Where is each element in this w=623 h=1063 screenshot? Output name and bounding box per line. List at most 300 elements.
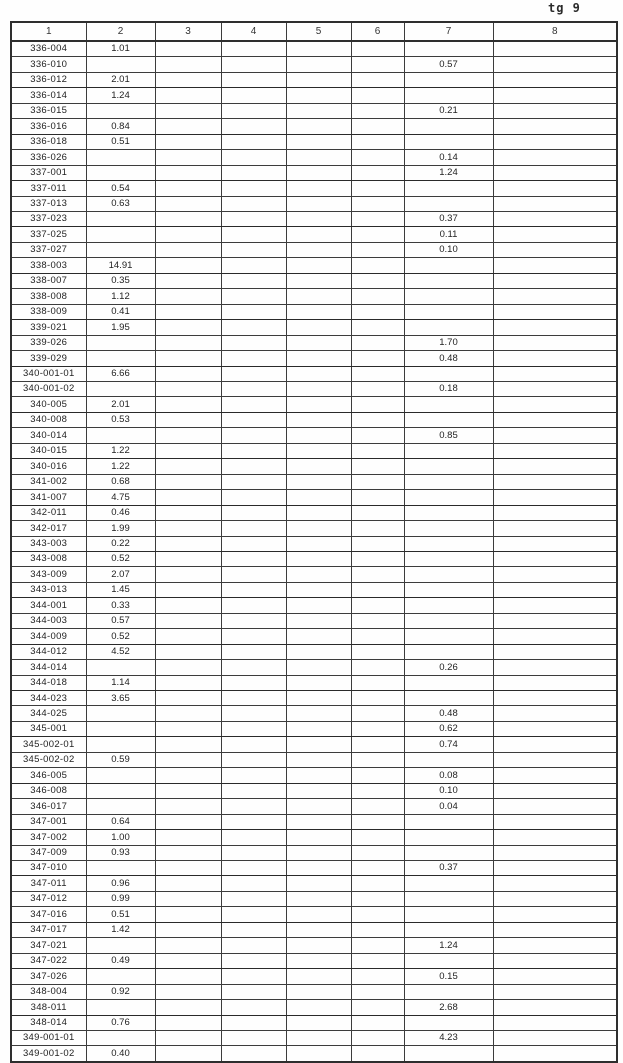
- cell-col7: 0.37: [404, 861, 493, 876]
- cell-empty: [221, 304, 286, 319]
- cell-empty: [493, 706, 617, 721]
- cell-col2: [86, 783, 155, 798]
- cell-empty: [286, 706, 351, 721]
- cell-empty: [493, 629, 617, 644]
- cell-id: 338-009: [11, 304, 86, 319]
- cell-empty: [351, 459, 404, 474]
- cell-empty: [155, 211, 221, 226]
- cell-empty: [351, 211, 404, 226]
- cell-col2: 0.53: [86, 412, 155, 427]
- table-row: [11, 381, 617, 396]
- cell-empty: [155, 428, 221, 443]
- cell-col2: 0.49: [86, 953, 155, 968]
- table-row: [11, 953, 617, 968]
- cell-col7: [404, 613, 493, 628]
- cell-empty: [221, 119, 286, 134]
- cell-col7: [404, 675, 493, 690]
- cell-empty: [351, 768, 404, 783]
- cell-empty: [351, 381, 404, 396]
- cell-empty: [221, 938, 286, 953]
- cell-empty: [493, 289, 617, 304]
- cell-empty: [286, 1015, 351, 1030]
- cell-col2: [86, 351, 155, 366]
- cell-col2: 1.24: [86, 88, 155, 103]
- cell-empty: [221, 227, 286, 242]
- cell-empty: [155, 273, 221, 288]
- cell-empty: [221, 412, 286, 427]
- cell-empty: [351, 150, 404, 165]
- cell-col7: [404, 567, 493, 582]
- cell-empty: [221, 335, 286, 350]
- cell-empty: [221, 861, 286, 876]
- cell-empty: [286, 799, 351, 814]
- table-row: [11, 922, 617, 937]
- cell-col7: 0.21: [404, 103, 493, 118]
- cell-col2: [86, 706, 155, 721]
- cell-empty: [155, 381, 221, 396]
- cell-col2: 0.46: [86, 505, 155, 520]
- cell-empty: [155, 119, 221, 134]
- cell-col7: [404, 521, 493, 536]
- table-row: [11, 474, 617, 489]
- cell-empty: [493, 536, 617, 551]
- cell-empty: [286, 891, 351, 906]
- cell-col2: 0.63: [86, 196, 155, 211]
- cell-id: 344-025: [11, 706, 86, 721]
- table-row: [11, 861, 617, 876]
- cell-empty: [221, 907, 286, 922]
- cell-empty: [221, 1015, 286, 1030]
- cell-empty: [286, 72, 351, 87]
- table-row: [11, 582, 617, 597]
- cell-empty: [286, 660, 351, 675]
- cell-id: 342-011: [11, 505, 86, 520]
- cell-empty: [351, 304, 404, 319]
- cell-id: 346-008: [11, 783, 86, 798]
- cell-empty: [221, 783, 286, 798]
- cell-empty: [155, 366, 221, 381]
- cell-id: 347-011: [11, 876, 86, 891]
- cell-empty: [493, 490, 617, 505]
- table-row: [11, 1046, 617, 1062]
- cell-col2: [86, 57, 155, 72]
- cell-empty: [351, 644, 404, 659]
- cell-col2: 1.95: [86, 320, 155, 335]
- table-row: [11, 119, 617, 134]
- cell-empty: [221, 891, 286, 906]
- cell-empty: [155, 922, 221, 937]
- cell-empty: [493, 845, 617, 860]
- cell-col2: 1.12: [86, 289, 155, 304]
- cell-empty: [351, 845, 404, 860]
- cell-empty: [286, 397, 351, 412]
- cell-empty: [286, 412, 351, 427]
- cell-empty: [286, 304, 351, 319]
- cell-empty: [221, 490, 286, 505]
- cell-empty: [351, 876, 404, 891]
- cell-empty: [286, 969, 351, 984]
- cell-empty: [221, 505, 286, 520]
- cell-empty: [286, 876, 351, 891]
- cell-empty: [221, 644, 286, 659]
- table-row: [11, 57, 617, 72]
- cell-empty: [286, 474, 351, 489]
- cell-empty: [351, 258, 404, 273]
- cell-empty: [155, 768, 221, 783]
- cell-empty: [155, 783, 221, 798]
- cell-col7: [404, 505, 493, 520]
- cell-id: 340-014: [11, 428, 86, 443]
- cell-empty: [351, 721, 404, 736]
- cell-empty: [286, 273, 351, 288]
- cell-empty: [351, 1000, 404, 1015]
- cell-col2: 0.84: [86, 119, 155, 134]
- cell-empty: [493, 551, 617, 566]
- cell-empty: [351, 629, 404, 644]
- cell-empty: [221, 150, 286, 165]
- cell-empty: [286, 1000, 351, 1015]
- cell-empty: [155, 134, 221, 149]
- cell-empty: [493, 397, 617, 412]
- cell-empty: [351, 428, 404, 443]
- cell-col2: 14.91: [86, 258, 155, 273]
- table-row: [11, 1015, 617, 1030]
- cell-col2: 0.54: [86, 181, 155, 196]
- cell-col7: [404, 876, 493, 891]
- table-row: [11, 691, 617, 706]
- cell-col2: [86, 721, 155, 736]
- cell-empty: [155, 644, 221, 659]
- cell-col7: 2.68: [404, 1000, 493, 1015]
- cell-col7: [404, 459, 493, 474]
- cell-empty: [493, 304, 617, 319]
- cell-id: 341-007: [11, 490, 86, 505]
- table-row: [11, 938, 617, 953]
- table-row: [11, 521, 617, 536]
- cell-empty: [221, 706, 286, 721]
- cell-col2: [86, 211, 155, 226]
- cell-empty: [155, 521, 221, 536]
- cell-empty: [351, 551, 404, 566]
- table-row: [11, 629, 617, 644]
- cell-empty: [351, 799, 404, 814]
- cell-empty: [221, 196, 286, 211]
- cell-empty: [493, 1031, 617, 1046]
- cell-id: 340-001-01: [11, 366, 86, 381]
- cell-col2: 0.41: [86, 304, 155, 319]
- cell-empty: [351, 613, 404, 628]
- cell-empty: [351, 227, 404, 242]
- cell-empty: [155, 691, 221, 706]
- cell-empty: [155, 706, 221, 721]
- cell-col7: [404, 134, 493, 149]
- cell-empty: [351, 366, 404, 381]
- cell-empty: [155, 567, 221, 582]
- cell-empty: [351, 242, 404, 257]
- cell-col2: 2.07: [86, 567, 155, 582]
- cell-empty: [221, 242, 286, 257]
- table-row: [11, 273, 617, 288]
- cell-id: 342-017: [11, 521, 86, 536]
- cell-empty: [155, 582, 221, 597]
- cell-col2: 0.96: [86, 876, 155, 891]
- table-row: [11, 134, 617, 149]
- cell-col7: 0.48: [404, 351, 493, 366]
- cell-empty: [221, 320, 286, 335]
- cell-empty: [221, 397, 286, 412]
- cell-col2: [86, 768, 155, 783]
- cell-empty: [286, 675, 351, 690]
- cell-empty: [221, 691, 286, 706]
- cell-col2: 1.14: [86, 675, 155, 690]
- cell-empty: [221, 289, 286, 304]
- cell-empty: [155, 474, 221, 489]
- table-row: [11, 242, 617, 257]
- cell-empty: [351, 907, 404, 922]
- cell-empty: [351, 660, 404, 675]
- cell-col7: 0.18: [404, 381, 493, 396]
- table-row: [11, 490, 617, 505]
- cell-id: 337-013: [11, 196, 86, 211]
- cell-empty: [221, 1046, 286, 1062]
- cell-id: 338-003: [11, 258, 86, 273]
- cell-empty: [286, 196, 351, 211]
- table-row: [11, 799, 617, 814]
- cell-empty: [493, 227, 617, 242]
- cell-empty: [493, 783, 617, 798]
- table-row: [11, 536, 617, 551]
- cell-id: 340-016: [11, 459, 86, 474]
- cell-col2: [86, 938, 155, 953]
- cell-empty: [493, 891, 617, 906]
- cell-empty: [286, 1046, 351, 1062]
- cell-empty: [351, 273, 404, 288]
- cell-empty: [221, 582, 286, 597]
- cell-empty: [155, 490, 221, 505]
- cell-empty: [221, 567, 286, 582]
- cell-empty: [155, 752, 221, 767]
- cell-empty: [351, 335, 404, 350]
- cell-col7: [404, 644, 493, 659]
- cell-empty: [493, 922, 617, 937]
- column-header-6: 6: [351, 22, 404, 41]
- cell-empty: [286, 922, 351, 937]
- cell-col7: 0.48: [404, 706, 493, 721]
- cell-id: 347-022: [11, 953, 86, 968]
- cell-empty: [286, 181, 351, 196]
- cell-empty: [286, 258, 351, 273]
- cell-empty: [286, 691, 351, 706]
- cell-id: 337-011: [11, 181, 86, 196]
- cell-col7: [404, 984, 493, 999]
- cell-col7: [404, 907, 493, 922]
- data-table: [10, 21, 618, 1063]
- cell-col2: 0.76: [86, 1015, 155, 1030]
- cell-empty: [493, 1046, 617, 1062]
- cell-empty: [493, 969, 617, 984]
- cell-col2: 4.52: [86, 644, 155, 659]
- cell-empty: [493, 598, 617, 613]
- cell-empty: [351, 861, 404, 876]
- table-row: [11, 289, 617, 304]
- cell-empty: [221, 381, 286, 396]
- column-header-7: 7: [404, 22, 493, 41]
- cell-empty: [286, 351, 351, 366]
- cell-empty: [351, 72, 404, 87]
- cell-empty: [221, 551, 286, 566]
- table-row: [11, 660, 617, 675]
- cell-empty: [351, 814, 404, 829]
- cell-empty: [351, 536, 404, 551]
- cell-id: 345-001: [11, 721, 86, 736]
- cell-empty: [493, 644, 617, 659]
- table-row: [11, 505, 617, 520]
- cell-empty: [221, 799, 286, 814]
- cell-empty: [221, 984, 286, 999]
- cell-empty: [286, 1031, 351, 1046]
- cell-col7: [404, 598, 493, 613]
- cell-col2: [86, 150, 155, 165]
- cell-col7: 0.57: [404, 57, 493, 72]
- cell-col2: [86, 969, 155, 984]
- cell-col7: [404, 320, 493, 335]
- cell-id: 343-003: [11, 536, 86, 551]
- cell-id: 336-015: [11, 103, 86, 118]
- cell-empty: [221, 752, 286, 767]
- cell-id: 346-005: [11, 768, 86, 783]
- cell-empty: [155, 165, 221, 180]
- cell-col7: [404, 691, 493, 706]
- cell-empty: [155, 412, 221, 427]
- cell-empty: [351, 582, 404, 597]
- cell-id: 343-008: [11, 551, 86, 566]
- cell-empty: [221, 351, 286, 366]
- cell-empty: [286, 830, 351, 845]
- cell-empty: [286, 227, 351, 242]
- cell-empty: [351, 783, 404, 798]
- cell-empty: [493, 768, 617, 783]
- cell-empty: [493, 953, 617, 968]
- cell-col7: 0.08: [404, 768, 493, 783]
- cell-empty: [286, 41, 351, 57]
- cell-col2: 1.01: [86, 41, 155, 57]
- cell-empty: [155, 953, 221, 968]
- cell-empty: [493, 242, 617, 257]
- cell-empty: [155, 320, 221, 335]
- cell-col7: [404, 72, 493, 87]
- cell-empty: [493, 119, 617, 134]
- cell-empty: [493, 428, 617, 443]
- cell-empty: [286, 953, 351, 968]
- cell-empty: [286, 907, 351, 922]
- cell-empty: [221, 258, 286, 273]
- table-row: [11, 721, 617, 736]
- cell-empty: [286, 335, 351, 350]
- column-header-5: 5: [286, 22, 351, 41]
- cell-col2: 1.45: [86, 582, 155, 597]
- cell-empty: [493, 752, 617, 767]
- cell-empty: [286, 582, 351, 597]
- cell-col7: [404, 397, 493, 412]
- cell-empty: [493, 660, 617, 675]
- cell-empty: [286, 150, 351, 165]
- cell-col7: [404, 119, 493, 134]
- table-row: [11, 211, 617, 226]
- cell-col2: 1.99: [86, 521, 155, 536]
- cell-empty: [351, 675, 404, 690]
- cell-empty: [286, 443, 351, 458]
- table-row: [11, 752, 617, 767]
- cell-empty: [155, 335, 221, 350]
- cell-empty: [493, 737, 617, 752]
- table-row: [11, 165, 617, 180]
- cell-empty: [493, 412, 617, 427]
- cell-col7: [404, 258, 493, 273]
- cell-id: 339-026: [11, 335, 86, 350]
- cell-id: 347-001: [11, 814, 86, 829]
- cell-empty: [221, 459, 286, 474]
- cell-empty: [286, 289, 351, 304]
- cell-id: 338-007: [11, 273, 86, 288]
- cell-empty: [155, 1000, 221, 1015]
- table-row: [11, 830, 617, 845]
- cell-empty: [286, 536, 351, 551]
- cell-col2: 0.99: [86, 891, 155, 906]
- cell-empty: [351, 505, 404, 520]
- column-header-4: 4: [221, 22, 286, 41]
- table-row: [11, 907, 617, 922]
- cell-col7: [404, 845, 493, 860]
- cell-col2: 0.59: [86, 752, 155, 767]
- cell-id: 338-008: [11, 289, 86, 304]
- table-row: [11, 351, 617, 366]
- cell-col2: 2.01: [86, 397, 155, 412]
- cell-empty: [155, 799, 221, 814]
- cell-empty: [493, 57, 617, 72]
- cell-col7: 0.74: [404, 737, 493, 752]
- cell-col2: 1.22: [86, 443, 155, 458]
- cell-empty: [351, 490, 404, 505]
- cell-empty: [155, 258, 221, 273]
- cell-empty: [221, 366, 286, 381]
- cell-col7: 1.24: [404, 165, 493, 180]
- cell-empty: [286, 783, 351, 798]
- cell-empty: [286, 57, 351, 72]
- table-row: [11, 613, 617, 628]
- cell-col2: 1.42: [86, 922, 155, 937]
- cell-id: 344-012: [11, 644, 86, 659]
- cell-empty: [286, 88, 351, 103]
- cell-empty: [493, 320, 617, 335]
- cell-id: 348-004: [11, 984, 86, 999]
- cell-col2: [86, 1031, 155, 1046]
- cell-empty: [493, 861, 617, 876]
- cell-id: 343-013: [11, 582, 86, 597]
- cell-id: 344-009: [11, 629, 86, 644]
- cell-empty: [351, 412, 404, 427]
- cell-empty: [221, 1031, 286, 1046]
- cell-empty: [286, 644, 351, 659]
- cell-id: 347-010: [11, 861, 86, 876]
- cell-empty: [221, 660, 286, 675]
- cell-col2: 0.33: [86, 598, 155, 613]
- cell-empty: [493, 150, 617, 165]
- table-row: [11, 443, 617, 458]
- cell-empty: [351, 1046, 404, 1062]
- cell-empty: [351, 41, 404, 57]
- cell-col2: 0.22: [86, 536, 155, 551]
- table-row: [11, 366, 617, 381]
